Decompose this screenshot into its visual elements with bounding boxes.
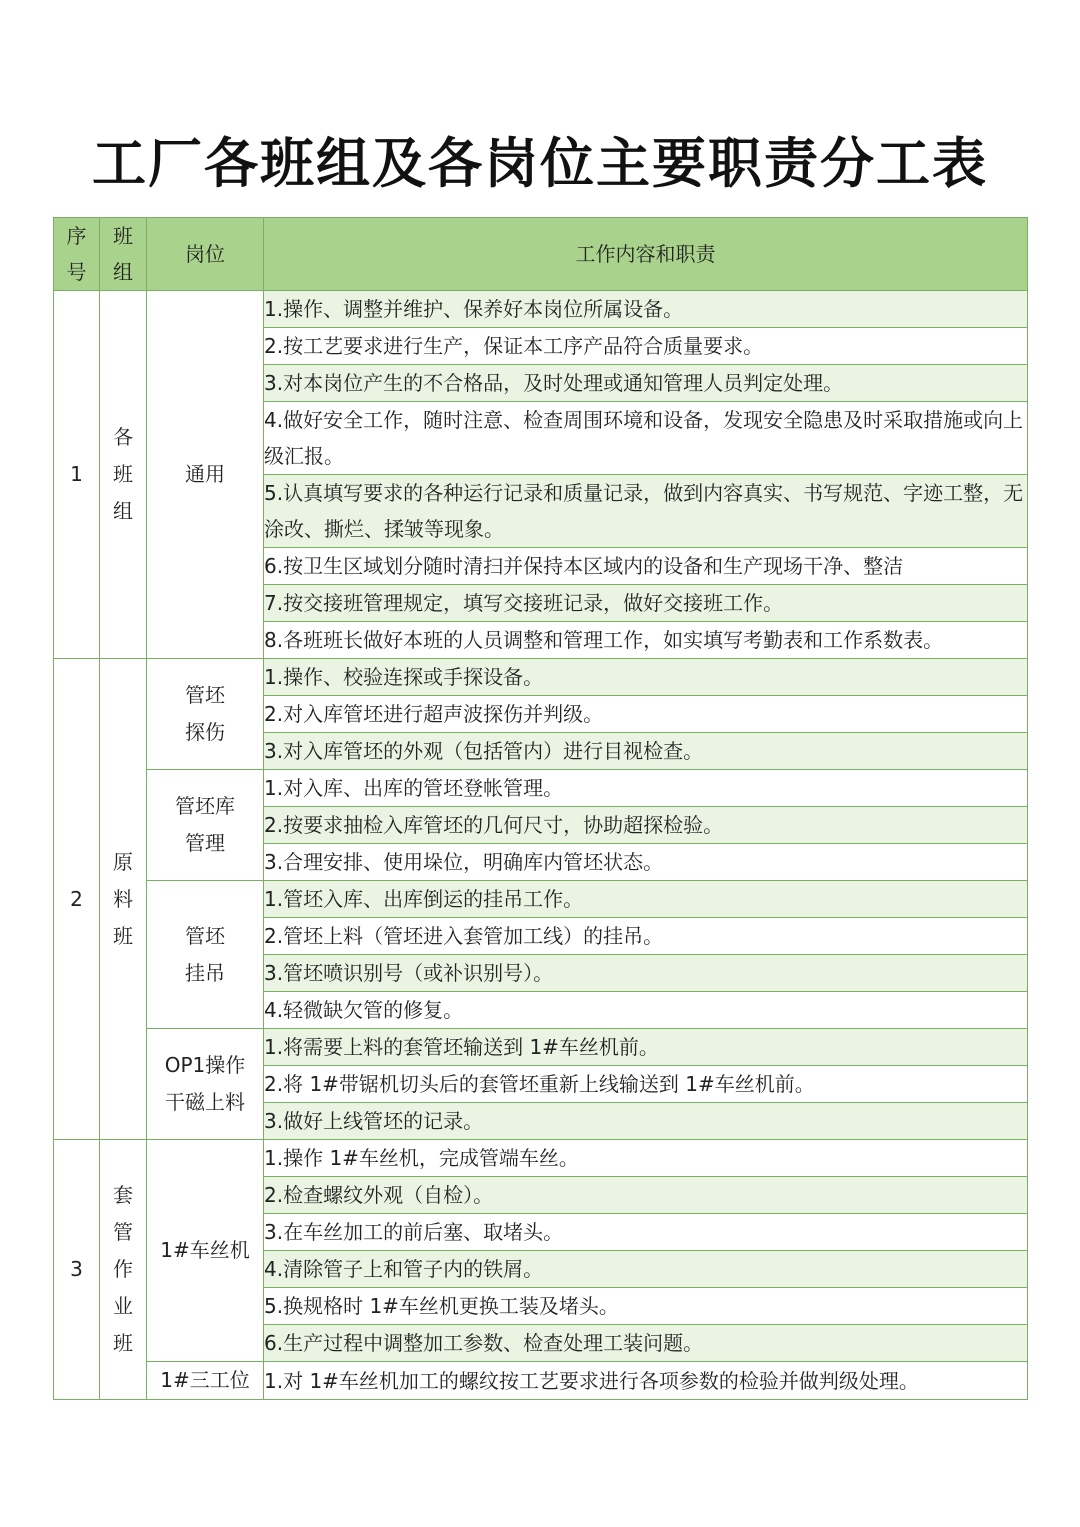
duty-cell: 1.将需要上料的套管坯输送到 1#车丝机前。 <box>264 1029 1028 1066</box>
duty-cell: 2.对入库管坯进行超声波探伤并判级。 <box>264 696 1028 733</box>
table-row <box>54 881 1028 918</box>
table-row <box>54 1362 1028 1400</box>
duty-cell: 3.在车丝加工的前后塞、取堵头。 <box>264 1214 1028 1251</box>
group-cell: 各班组 <box>100 291 147 659</box>
table-row <box>54 1029 1028 1066</box>
position-cell: 管坯探伤 <box>147 659 264 770</box>
seq-cell: 2 <box>54 659 100 1140</box>
duty-cell: 1.对入库、出库的管坯登帐管理。 <box>264 770 1028 807</box>
seq-cell: 1 <box>54 291 100 659</box>
duty-cell: 2.管坯上料（管坯进入套管加工线）的挂吊。 <box>264 918 1028 955</box>
duty-cell: 2.按要求抽检入库管坯的几何尺寸，协助超探检验。 <box>264 807 1028 844</box>
header-seq: 序号 <box>54 218 100 291</box>
position-cell: OP1操作干磁上料 <box>147 1029 264 1140</box>
duty-table <box>53 217 1028 1400</box>
position-cell: 管坯挂吊 <box>147 881 264 1029</box>
duty-cell: 1.对 1#车丝机加工的螺纹按工艺要求进行各项参数的检验并做判级处理。 <box>264 1362 1028 1400</box>
page-title: 工厂各班组及各岗位主要职责分工表 <box>92 131 988 195</box>
group-cell: 套管作业班 <box>100 1140 147 1400</box>
seq-cell: 3 <box>54 1140 100 1400</box>
table-row <box>54 659 1028 696</box>
duty-cell: 3.做好上线管坯的记录。 <box>264 1103 1028 1140</box>
group-cell: 原料班 <box>100 659 147 1140</box>
duty-cell: 6.生产过程中调整加工参数、检查处理工装问题。 <box>264 1325 1028 1362</box>
duty-cell: 4.做好安全工作，随时注意、检查周围环境和设备，发现安全隐患及时采取措施或向上级汇报。 <box>264 402 1028 475</box>
duty-cell: 5.认真填写要求的各种运行记录和质量记录，做到内容真实、书写规范、字迹工整，无涂改、撕烂、揉皱等现象。 <box>264 475 1028 548</box>
duty-cell: 4.轻微缺欠管的修复。 <box>264 992 1028 1029</box>
duty-cell: 7.按交接班管理规定，填写交接班记录，做好交接班工作。 <box>264 585 1028 622</box>
position-cell: 管坯库管理 <box>147 770 264 881</box>
duty-cell: 2.将 1#带锯机切头后的套管坯重新上线输送到 1#车丝机前。 <box>264 1066 1028 1103</box>
duty-cell: 1.操作、调整并维护、保养好本岗位所属设备。 <box>264 291 1028 328</box>
header-group: 班组 <box>100 218 147 291</box>
duty-cell: 2.按工艺要求进行生产，保证本工序产品符合质量要求。 <box>264 328 1028 365</box>
position-cell: 1#车丝机 <box>147 1140 264 1362</box>
position-cell: 通用 <box>147 291 264 659</box>
header-row <box>54 218 1028 291</box>
header-content: 工作内容和职责 <box>264 218 1028 291</box>
duty-cell: 3.管坯喷识别号（或补识别号）。 <box>264 955 1028 992</box>
duty-cell: 1.管坯入库、出库倒运的挂吊工作。 <box>264 881 1028 918</box>
duty-cell: 3.对本岗位产生的不合格品，及时处理或通知管理人员判定处理。 <box>264 365 1028 402</box>
table-row <box>54 770 1028 807</box>
position-cell: 1#三工位 <box>147 1362 264 1400</box>
duty-cell: 8.各班班长做好本班的人员调整和管理工作，如实填写考勤表和工作系数表。 <box>264 622 1028 659</box>
duty-cell: 1.操作 1#车丝机，完成管端车丝。 <box>264 1140 1028 1177</box>
duty-cell: 2.检查螺纹外观（自检）。 <box>264 1177 1028 1214</box>
duty-cell: 5.换规格时 1#车丝机更换工装及堵头。 <box>264 1288 1028 1325</box>
table-row <box>54 291 1028 328</box>
duty-cell: 4.清除管子上和管子内的铁屑。 <box>264 1251 1028 1288</box>
header-position: 岗位 <box>147 218 264 291</box>
duty-cell: 3.对入库管坯的外观（包括管内）进行目视检查。 <box>264 733 1028 770</box>
duty-cell: 6.按卫生区域划分随时清扫并保持本区域内的设备和生产现场干净、整洁 <box>264 548 1028 585</box>
duty-cell: 3.合理安排、使用垛位，明确库内管坯状态。 <box>264 844 1028 881</box>
duty-cell: 1.操作、校验连探或手探设备。 <box>264 659 1028 696</box>
table-row <box>54 1140 1028 1177</box>
